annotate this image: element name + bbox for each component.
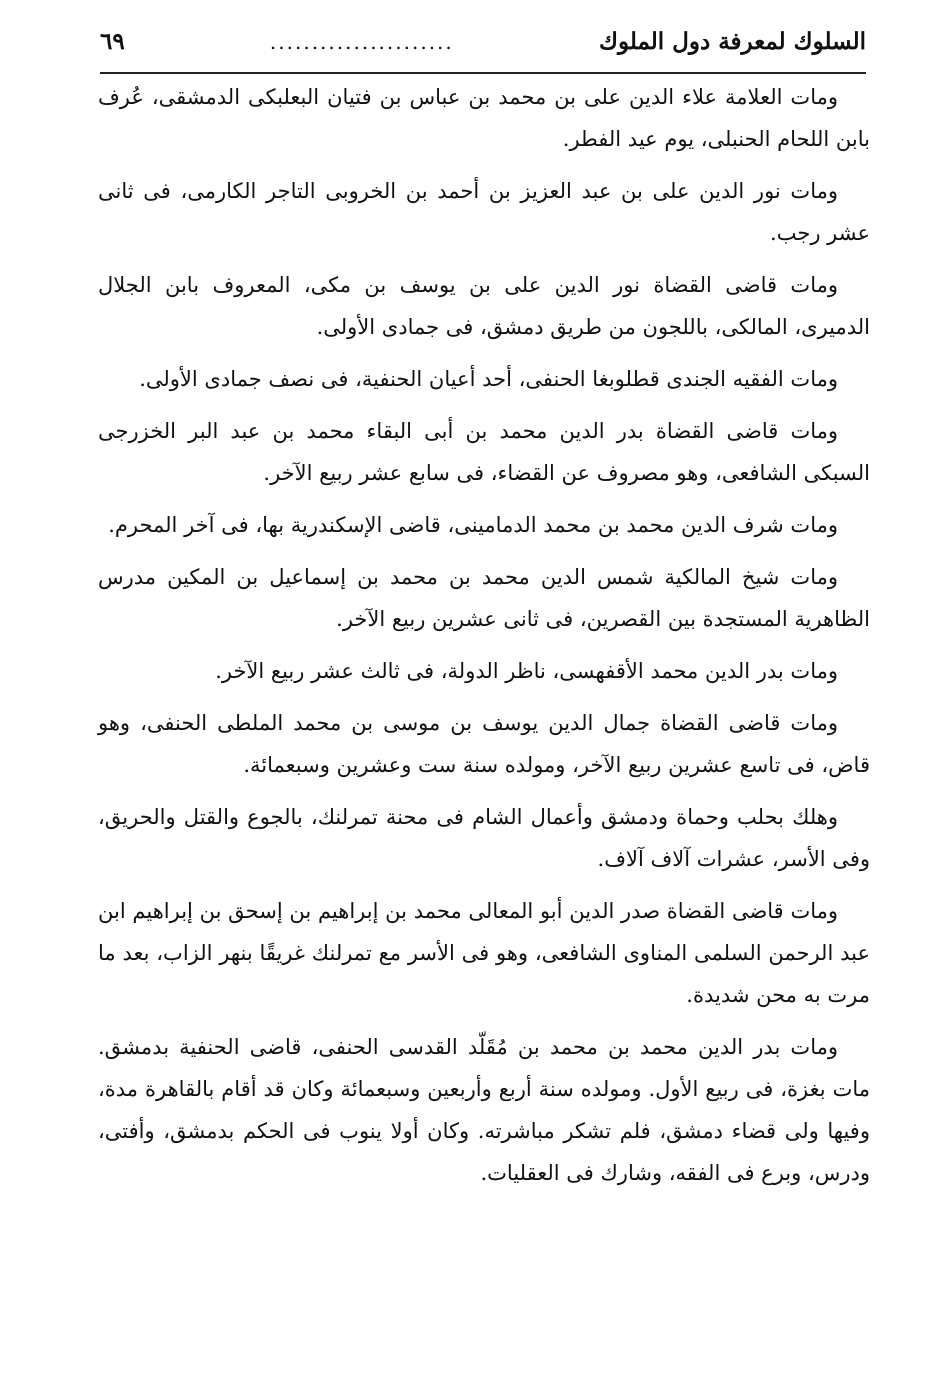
paragraph-4: ومات الفقيه الجندى قطلوبغا الحنفى، أحد أعيان الحنفية، فى نصف جمادى الأولى. (139, 367, 838, 391)
paragraph-11: ومات قاضى القضاة صدر الدين أبو المعالى محمد بن إبراهيم بن إسحق بن إبراهيم ابن عبد الرحمن السلمى المناوى الشافعى، وهو فى الأسر مع تمرلنك غريقًا بنهر الزاب، بعد ما مرت به محن شديدة. (98, 899, 870, 1007)
paragraph-7: ومات شيخ المالكية شمس الدين محمد بن محمد بن إسماعيل بن المكين مدرس الظاهرية المستجدة بين القصرين، فى ثانى عشرين ربيع الآخر. (98, 565, 870, 631)
paragraph-1: ومات العلامة علاء الدين على بن محمد بن عباس بن فتيان البعلبكى الدمشقى، عُرف بابن اللحام الحنبلى، يوم عيد الفطر. (98, 85, 870, 151)
paragraph-6: ومات شرف الدين محمد بن محمد الدمامينى، قاضى الإسكندرية بها، فى آخر المحرم. (108, 513, 838, 537)
paragraph-9: ومات قاضى القضاة جمال الدين يوسف بن موسى بن محمد الملطى الحنفى، وهو قاض، فى تاسع عشرين ربيع الآخر، ومولده سنة ست وعشرين وسبعمائة. (98, 711, 870, 777)
header-leader-dots: ...................... (269, 30, 454, 54)
page-number: ٦٩ (100, 28, 125, 55)
paragraph-8: ومات بدر الدين محمد الأقفهسى، ناظر الدولة، فى ثالث عشر ربيع الآخر. (215, 659, 838, 683)
paragraph-2: ومات نور الدين على بن عبد العزيز بن أحمد بن الخروبى التاجر الكارمى، فى ثانى عشر رجب. (98, 179, 870, 245)
paragraph-12: ومات بدر الدين محمد بن محمد بن مُقَلّد القدسى الحنفى، قاضى الحنفية بدمشق. مات بغزة، فى ربيع الأول. ومولده سنة أربع وأربعين وسبعمائة وكان قد أقام بالقاهرة مدة، وفيها ولى قضاء دمشق، فلم تشكر مباشرته. وكان أولا ينوب فى الحكم بدمشق، وأفتى، ودرس، وبرع فى الفقه، وشارك فى العقليات. (98, 1035, 870, 1185)
paragraph-10: وهلك بحلب وحماة ودمشق وأعمال الشام فى محنة تمرلنك، بالجوع والقتل والحريق، وفى الأسر، عشرات آلاف آلاف. (98, 805, 870, 871)
running-header (100, 28, 866, 74)
paragraph-5: ومات قاضى القضاة بدر الدين محمد بن أبى البقاء محمد بن عبد البر الخزرجى السبكى الشافعى، وهو مصروف عن القضاء، فى سابع عشر ربيع الآخر. (98, 419, 870, 485)
page-body (98, 76, 870, 1204)
paragraph-3: ومات قاضى القضاة نور الدين على بن يوسف بن مكى، المعروف بابن الجلال الدميرى، المالكى، باللجون من طريق دمشق، فى جمادى الأولى. (98, 273, 870, 339)
book-title: السلوك لمعرفة دول الملوك (598, 28, 866, 55)
